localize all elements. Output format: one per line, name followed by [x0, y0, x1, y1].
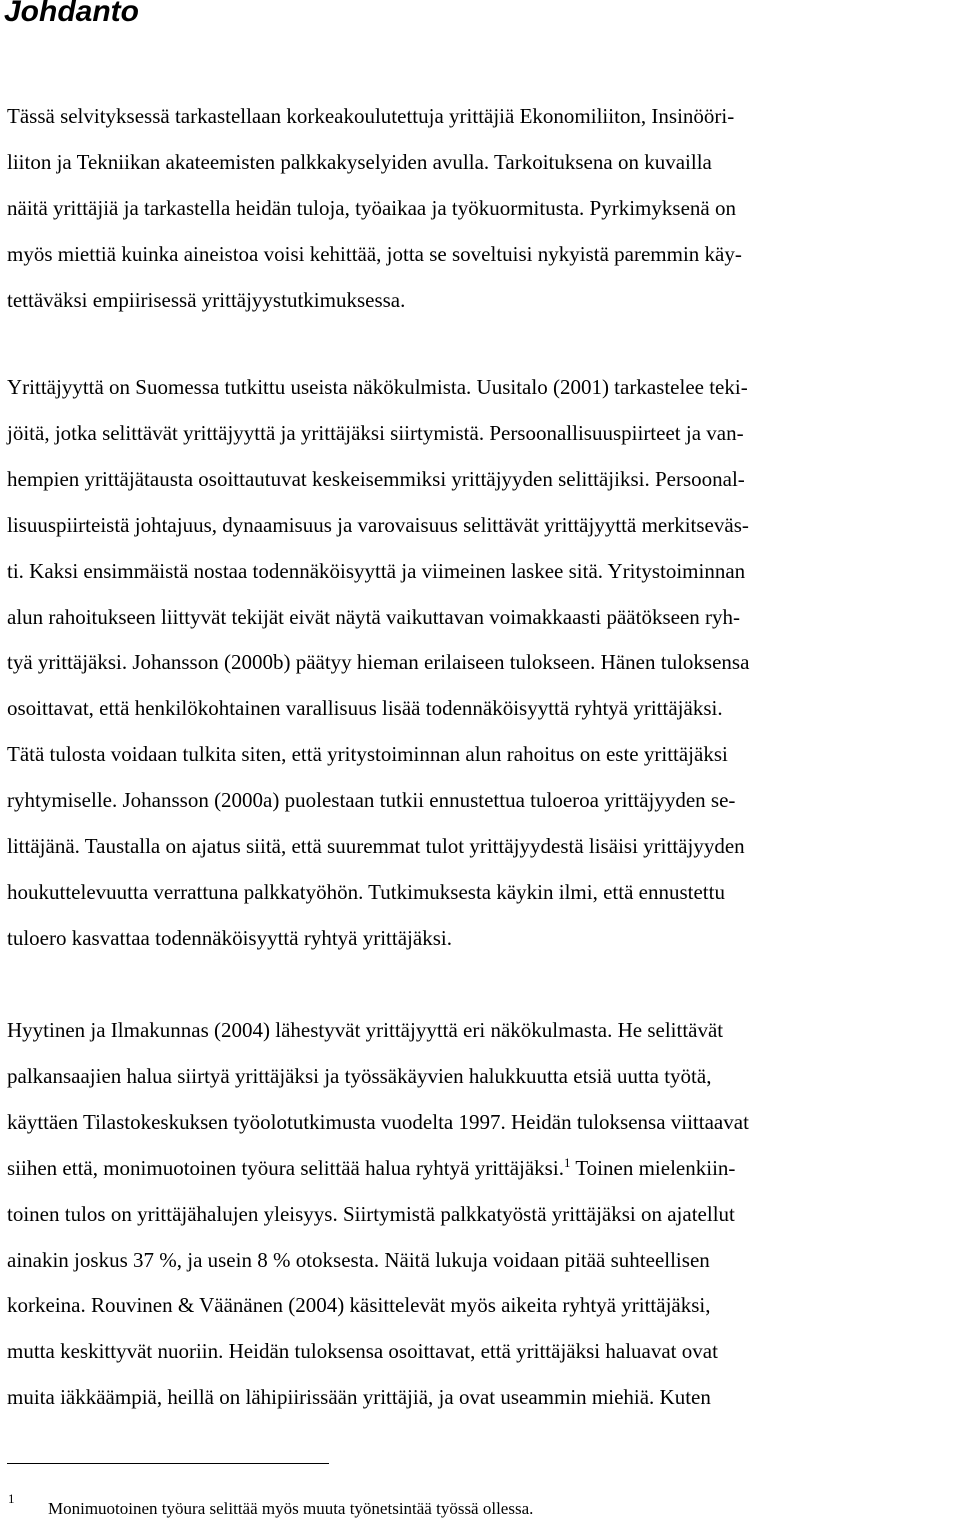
- text-line: alun rahoitukseen liittyvät tekijät eivät näytä vaikuttavan voimakkaasti päätökseen ryh-: [7, 604, 741, 629]
- footnote-text: Monimuotoinen työura selittää myös muuta työnetsintää työssä ollessa.: [48, 1499, 534, 1518]
- text-line: tuloero kasvattaa todennäköisyyttä ryhtyä yrittäjäksi.: [7, 925, 452, 950]
- text-line: näitä yrittäjiä ja tarkastella heidän tuloja, työaikaa ja työkuormitusta. Pyrkimyksenä on: [7, 195, 736, 220]
- text-line: ryhtymiselle. Johansson (2000a) puolestaan tutkii ennustettua tuloeroa yrittäjyyden se-: [7, 788, 736, 813]
- paragraph-intentions: [7, 1008, 957, 1421]
- text-segment: siihen että, monimuotoinen työura selittää halua ryhtyä yrittäjäksi.: [7, 1155, 564, 1180]
- text-line: ti. Kaksi ensimmäistä nostaa todennäköisyyttä ja viimeinen laskee sitä. Yritystoiminnan: [7, 558, 746, 583]
- text-line: Hyytinen ja Ilmakunnas (2004) lähestyvät yrittäjyyttä eri näkökulmasta. He selittävät: [7, 1018, 724, 1042]
- text-line: Yrittäjyyttä on Suomessa tutkittu useista näkökulmista. Uusitalo (2001) tarkastelee teki-: [7, 375, 748, 399]
- text-line: ainakin joskus 37 %, ja usein 8 % otoksesta. Näitä lukuja voidaan pitää suhteellisen: [7, 1247, 710, 1272]
- text-line: liiton ja Tekniikan akateemisten palkkakyselyiden avulla. Tarkoituksena on kuvailla: [7, 149, 712, 174]
- paragraph-intro: [7, 94, 957, 324]
- text-line: mutta keskittyvät nuoriin. Heidän tuloksensa osoittavat, että yrittäjäksi haluavat ovat: [7, 1339, 718, 1364]
- section-heading: Johdanto: [4, 0, 139, 28]
- text-line: tyä yrittäjäksi. Johansson (2000b) päätyy hieman erilaiseen tulokseen. Hänen tuloksensa: [7, 650, 750, 675]
- text-line: palkansaajien halua siirtyä yrittäjäksi ja työssäkäyvien halukkuutta etsiä uutta työtä,: [7, 1063, 712, 1088]
- text-line: myös miettiä kuinka aineistoa voisi kehittää, jotta se soveltuisi nykyistä paremmin käy-: [7, 241, 742, 266]
- text-line: littäjänä. Taustalla on ajatus siitä, että suuremmat tulot yrittäjyydestä lisäisi yrittäjyyden: [7, 834, 745, 859]
- text-line: houkuttelevuutta verrattuna palkkatyöhön. Tutkimuksesta käykin ilmi, että ennustettu: [7, 879, 725, 904]
- footnote-divider: [7, 1463, 329, 1464]
- footnote-reference[interactable]: 1: [563, 1154, 571, 1170]
- paragraph-research-review: [7, 365, 957, 962]
- text-line: lisuuspiirteistä johtajuus, dynaamisuus ja varovaisuus selittävät yrittäjyyttä merkitseväs-: [7, 512, 749, 537]
- text-line: Tässä selvityksessä tarkastellaan korkeakoulutettuja yrittäjiä Ekonomiliiton, Insinööri-: [7, 104, 735, 128]
- text-line: osoittavat, että henkilökohtainen varallisuus lisää todennäköisyyttä ryhtyä yrittäjäksi.: [7, 696, 723, 721]
- text-line: korkeina. Rouvinen & Väänänen (2004) käsittelevät myös aikeita ryhtyä yrittäjäksi,: [7, 1293, 711, 1318]
- footnote-number: 1: [8, 1491, 15, 1506]
- text-line: muita iäkkäämpiä, heillä on lähipiirissään yrittäjiä, ja ovat useammin miehiä. Kuten: [7, 1385, 711, 1410]
- text-line: käyttäen Tilastokeskuksen työolotutkimusta vuodelta 1997. Heidän tuloksensa viittaavat: [7, 1109, 749, 1134]
- text-line: jöitä, jotka selittävät yrittäjyyttä ja yrittäjäksi siirtymistä. Persoonallisuuspiirteet ja van-: [7, 420, 744, 445]
- text-segment: Toinen mielenkiin-: [570, 1155, 736, 1180]
- text-line: hempien yrittäjätausta osoittautuvat keskeisemmiksi yrittäjyyden selittäjiksi. Persoonal-: [7, 466, 745, 491]
- text-line: Tätä tulosta voidaan tulkita siten, että yritystoiminnan alun rahoitus on este yrittäjäksi: [7, 742, 728, 767]
- text-line-with-footnote: [7, 1146, 957, 1192]
- text-line: toinen tulos on yrittäjähalujen yleisyys. Siirtymistä palkkatyöstä yrittäjäksi on ajatellut: [7, 1201, 735, 1226]
- text-line: tettäväksi empiirisessä yrittäjyystutkimuksessa.: [7, 287, 406, 312]
